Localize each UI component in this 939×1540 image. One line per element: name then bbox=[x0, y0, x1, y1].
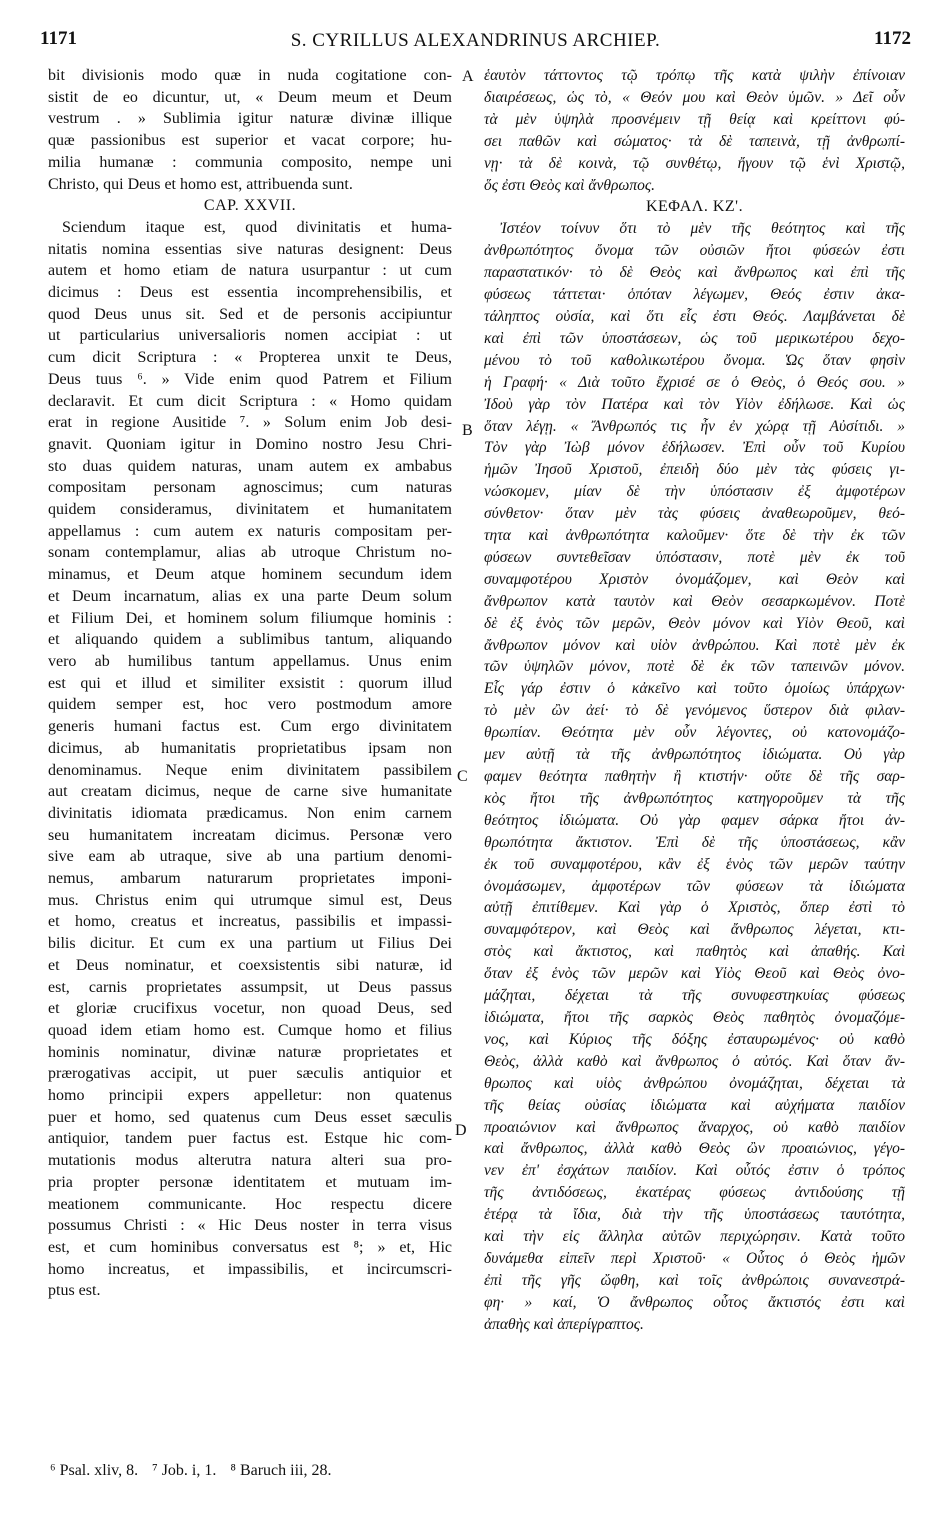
greek-chapter-heading: ΚΕΦΑΛ. ΚΖ'. bbox=[645, 198, 744, 216]
greek-body-line: καὶ τὴν εἰς ἄλληλα αὐτῶν περιχώρησιν. Κατὰ τοῦτο bbox=[484, 1228, 905, 1246]
greek-body-line: καὶ ἄνθρωπος, ἀλλὰ καθὸ Θεὸς ὢν προαιώνιος, γέγο- bbox=[484, 1140, 905, 1158]
greek-body-line: τάληπτος οὐσία, καὶ ὅτι εἷς ἐστι Θεός. Λαμβάνεται δὲ bbox=[484, 307, 905, 325]
greek-column bbox=[484, 65, 905, 1336]
latin-body-line: sive eam ab utraque, sive ab una partium denomi- bbox=[48, 848, 452, 866]
latin-body-line: seu humanitatem increatam dicimus. Personæ vero bbox=[48, 826, 452, 844]
latin-body-line: et aliquando quidem a sublimibus tantum, aliquando bbox=[48, 631, 452, 649]
greek-body-line: μάζηται, δέχεται τὰ τῆς συνυφεστηκυίας φύσεως bbox=[484, 987, 905, 1005]
footnote: ⁸ Baruch iii, 28. bbox=[230, 1462, 332, 1479]
latin-body-line: pria propter personæ identitatem et mutuam im- bbox=[48, 1173, 452, 1191]
greek-intro-line: ἑαυτὸν τάττοντος τῷ τρόπῳ τῆς κατὰ ψιλὴν ἐπίνοιαν bbox=[484, 67, 905, 84]
greek-body-line: καὶ ἐπὶ τῶν ὑποστάσεων, ὡς τοῦ μερικωτέρου δεχο- bbox=[484, 329, 905, 347]
greek-intro-line: διαιρέσεως, ὡς τὸ, « Θεόν μου καὶ Θεὸν ὑμῶν. » Δεῖ οὖν bbox=[484, 88, 905, 106]
latin-body-line: prærogativas accipit, ut puer sæculis antiquior et bbox=[48, 1065, 452, 1083]
margin-letter-c: C bbox=[457, 768, 468, 785]
latin-intro-line: bit divisionis modo quæ in nuda cogitatione con- bbox=[48, 67, 452, 84]
greek-body-line: στὸς καὶ ἄκτιστος, καὶ παθητὸς καὶ ἀπαθής. Καὶ bbox=[484, 943, 905, 961]
greek-body-line: μεν αὐτῇ τὰ τῆς ἀνθρωπότητος ἰδιώματα. Οὐ γὰρ bbox=[484, 746, 905, 764]
latin-body-line: aut creatam dicimus, neque de carne sive humanitate bbox=[48, 783, 452, 801]
greek-body-line: θρωπος καὶ υἱὸς ἀνθρώπου ὀνομάζηται, δέχεται τὰ bbox=[484, 1074, 905, 1092]
greek-body-line: τῶν ὑψηλῶν μόνον, ποτὲ δὲ ἐκ τῶν ταπεινῶν μόνον. bbox=[484, 658, 905, 676]
greek-intro bbox=[484, 65, 905, 196]
latin-intro-line: milia humanæ : communia composito, nempe uni bbox=[48, 153, 452, 171]
greek-body-line: θεότητος ἰδιώματα. Οὐ γὰρ φαμεν σάρκα ἤτοι ἀν- bbox=[484, 811, 905, 829]
greek-body-line: Ἰδοὺ γὰρ τὸν Πατέρα καὶ τὸν Υἱὸν ἐδήλωσε. Καὶ ὡς bbox=[484, 395, 905, 413]
latin-chapter-heading: CAP. XXVII. bbox=[203, 197, 297, 215]
latin-body-line: ut particularius universalioris nomen accipiat : ut bbox=[48, 327, 452, 345]
column-number-left: 1171 bbox=[40, 28, 77, 49]
latin-body-line: quidem semper est, hoc vero postmodum amore bbox=[48, 696, 452, 714]
footnote: ⁶ Psal. xliv, 8. bbox=[50, 1462, 139, 1479]
greek-intro-line: τὰ μὲν ὑψηλὰ προσνέμειν τῇ θείᾳ καὶ κρείττονι φύ- bbox=[484, 110, 905, 128]
footnote: ⁷ Job. i, 1. bbox=[152, 1462, 217, 1479]
latin-column bbox=[48, 65, 452, 1302]
latin-body-line: vero ab humilibus tantum appellamus. Unus enim bbox=[48, 652, 452, 670]
greek-body-line: ἄνθρωπον μόνον καὶ υἱὸν ἀνθρώπου. Καὶ ποτὲ μὲν ἐκ bbox=[484, 636, 905, 654]
latin-body-line: puer et homo, sed quatenus cum Deus esset sæculis bbox=[48, 1108, 452, 1126]
latin-body-line: dicimus, ab humanitatis proprietatibus ipsam non bbox=[48, 739, 452, 757]
greek-body-line: σύνθετον· ὅταν μὲν τὰς φύσεις ἀναθεωροῦμεν, θεό- bbox=[484, 505, 905, 523]
greek-body-line: Εἷς γάρ ἐστιν ὁ κἀκεῖνο καὶ τοῦτο ὁμοίως ὑπάρχων· bbox=[484, 680, 905, 698]
greek-body-line: ὀνομάσωμεν, ἀμφοτέρων τῶν φύσεων τὰ ἰδιώματα bbox=[484, 877, 905, 895]
latin-body-line: quidem consideramus, divinitatem et humanitatem bbox=[48, 501, 452, 519]
greek-body-line: νώσκομεν, μίαν δὲ τὴν ὑπόστασιν ἐξ ἀμφοτέρων bbox=[484, 483, 905, 501]
greek-body-line: τῆς θείας οὐσίας ἰδιώματα καὶ αὐχήματα παιδίον bbox=[484, 1096, 905, 1114]
margin-letter-b: B bbox=[462, 422, 473, 439]
greek-body-line: φύσεως τάττεται· ὁπόταν λέγωμεν, Θεός ἐστιν ἀκα- bbox=[484, 286, 905, 304]
greek-body-line: ὅταν λέγῃ. « Ἄνθρωπός τις ἦν ἐν χώρᾳ τῇ Αὐσίτιδι. » bbox=[484, 417, 905, 435]
greek-body-line: παραστατικόν· τὸ δὲ Θεὸς καὶ ἄνθρωπος καὶ ἐπὶ τῆς bbox=[484, 264, 905, 282]
latin-body-line: generis humani factus est. Cum ergo divinitatem bbox=[48, 718, 452, 736]
latin-body-line: compositam personam agnoscimus; cum naturas bbox=[48, 479, 452, 497]
greek-body-line: ἡ Γραφή· « Διὰ τοῦτο ἔχρισέ σε ὁ Θεὸς, ὁ Θεός σου. » bbox=[484, 373, 905, 391]
latin-intro-line: sistit de eo dicuntur, ut, « Deum meum et Deum bbox=[48, 88, 452, 106]
column-number-right: 1172 bbox=[874, 28, 911, 49]
greek-body-line: δυνάμεθα εἰπεῖν περὶ Χριστοῦ· « Οὗτος ὁ Θεὸς ἡμῶν bbox=[484, 1249, 905, 1267]
latin-body-line: erat in regione Ausitide ⁷. » Solum enim Job desi- bbox=[48, 414, 452, 432]
greek-body-line: ἄνθρωπον κατὰ ταυτὸν καὶ Θεὸν σεσαρκωμένον. Ποτὲ bbox=[484, 592, 905, 610]
latin-body-line: est, carnis proprietates assumpsit, ut Deus passus bbox=[48, 978, 452, 996]
latin-body-line: declaravit. Et cum dicit Scriptura : « Homo quidam bbox=[48, 392, 452, 410]
latin-body-line: hominis nominatur, divinæ naturæ proprietates et bbox=[48, 1043, 452, 1061]
greek-body-line: Ἰστέον τοίνυν ὅτι τὸ μὲν τῆς θεότητος καὶ τῆς bbox=[500, 220, 905, 238]
greek-body-line: τῆς ἀντιδόσεως, ἑκατέρας φύσεως ἀντιδούσης τῇ bbox=[484, 1184, 905, 1202]
greek-body-line: ἡμῶν Ἰησοῦ Χριστοῦ, ἐπειδὴ δύο μὲν τὰς φύσεις γι- bbox=[484, 461, 905, 479]
greek-body-line: συναμφοτέρου Χριστὸν ὀνομάζομεν, καὶ Θεὸν καὶ bbox=[484, 570, 905, 588]
greek-body-line: ὅταν ἐξ ἑνὸς τῶν μερῶν καὶ Υἱὸς Θεοῦ καὶ Θεὸς ὀνο- bbox=[484, 965, 905, 983]
latin-body-line: est, et cum hominibus conversatus est ⁸; » et, Hic bbox=[48, 1238, 452, 1256]
greek-body-line: φαμεν θεότητα παθητὴν ἢ κτιστήν· οὔτε δὲ τῆς σαρ- bbox=[484, 768, 905, 785]
greek-body-line: συναμφότερον, καὶ Θεὸς καὶ ἄνθρωπος λέγεται, κτι- bbox=[484, 921, 905, 939]
greek-body-line: ἐπὶ τῆς γῆς ὤφθη, καὶ τοῖς ἀνθρώποις συνανεστρά- bbox=[484, 1271, 905, 1289]
latin-body-line: et Deum incarnatum, alias ex una parte Deum solum bbox=[48, 587, 452, 605]
latin-body-line: possumus Christi : « Hic Deus noster in terra visus bbox=[48, 1217, 452, 1235]
latin-body-line: homo principii expers appelletur: non quatenus bbox=[48, 1087, 452, 1105]
margin-letter-a: A bbox=[462, 68, 474, 85]
greek-body-line: μένου τὸ τοῦ καθολικωτέρου ὄνομα. Ὡς ὅταν φησὶν bbox=[484, 351, 905, 369]
latin-body-line: et Filium Dei, et hominem solum filiumque hominis : bbox=[48, 609, 452, 627]
greek-body-line: ἐκ τοῦ συναμφοτέρου, κἂν ἐξ ἑνὸς τῶν μερῶν ταύτην bbox=[484, 855, 905, 873]
latin-body-line: bilis dicitur. Et cum ex una partium ut Filius Dei bbox=[48, 935, 452, 953]
latin-intro-line: quæ passionibus est superior et vacat corpore; hu- bbox=[48, 132, 452, 150]
latin-body-line: cum dicit Scriptura : « Propterea unxit te Deus, bbox=[48, 349, 452, 367]
latin-body-line: appellamus : cum autem ex naturis compositam per- bbox=[48, 522, 452, 540]
greek-body-line: Θεὸς, ἀλλὰ καθὸ καὶ ἄνθρωπος ὁ αὐτός. Καὶ ὅταν ἄν- bbox=[484, 1052, 905, 1070]
greek-intro-line: νῃ· τὰ δὲ κοινὰ, τῷ συνθέτῳ, ἤγουν τῷ ἑνὶ Χριστῷ, bbox=[484, 154, 905, 172]
latin-body-line: sonam contemplamur, alias ab utroque Christum no- bbox=[48, 544, 452, 562]
latin-body-line: antiquior, tandem puer factus est. Estque hic com- bbox=[48, 1130, 452, 1148]
latin-body-line: et Deus nominatur, et coexsistentis sibi naturæ, id bbox=[48, 956, 452, 974]
latin-body-line: autem et homo etiam de natura usurpantur : ut cum bbox=[48, 262, 452, 280]
latin-body-line: quoad idem etiam homo est. Cumque homo et filius bbox=[48, 1021, 452, 1039]
greek-body-line: ἀπαθὴς καὶ ἀπερίγραπτος. bbox=[484, 1315, 644, 1333]
greek-body-line: θρωπίαν. Θεότητα μὲν οὖν λέγοντες, οὐ κατονομάζο- bbox=[484, 724, 905, 742]
greek-body-line: φύσεων συντεθεῖσαν ὑπόστασιν, ποτὲ μὲν ἐκ τοῦ bbox=[484, 548, 905, 566]
latin-body bbox=[48, 217, 452, 1302]
greek-body-line: φη· » καί, Ὁ ἄνθρωπος οὗτος ἄκτιστός ἐστι καὶ bbox=[484, 1293, 905, 1311]
margin-letter-d: D bbox=[455, 1122, 467, 1139]
greek-intro-line: σει παθῶν καὶ σώματος· τὰ δὲ ταπεινὰ, τῇ ἀνθρωπί- bbox=[484, 132, 905, 150]
greek-body-line: τητα καὶ ἀνθρωπότητα καλοῦμεν· ὅτε δὲ τὴν ἐκ τῶν bbox=[484, 527, 905, 545]
latin-body-line: est qui et illud et similiter exsistit : quorum illud bbox=[48, 674, 452, 692]
latin-body-line: denominamus. Neque enim divinitatem passibilem bbox=[48, 761, 452, 779]
latin-body-line: nitatis nomina essentias sive naturas designent: Deus bbox=[48, 240, 452, 258]
greek-body-line: δὲ ἐξ ἑνὸς τῶν μερῶν, Θεὸν μόνον καὶ Υἱὸν Θεοῦ, καὶ bbox=[484, 614, 905, 632]
latin-intro bbox=[48, 65, 452, 195]
greek-body-line: θρωπότητα ἄκτιστον. Ἐπὶ δὲ τῆς ὑποστάσεως, κἂν bbox=[484, 833, 905, 851]
greek-body-line: ἰδιώματα, ἤτοι τῆς σαρκὸς Θεὸς παθητὸς ὀνομαζόμε- bbox=[484, 1008, 905, 1026]
latin-body-line: homo increatus, et impassibilis, et incircumscri- bbox=[48, 1260, 452, 1278]
latin-body-line: quod Deus unus sit. Sed et de personis accipiuntur bbox=[48, 305, 452, 323]
latin-body-line: et gloriæ crucifixus vocetur, non quoad Deus, sed bbox=[48, 1000, 452, 1018]
greek-body-line: ἀνθρωπότητος ὄνομα τῶν οὐσιῶν ἤτοι φύσεών ἐστι bbox=[484, 242, 905, 260]
latin-body-line: gnavit. Quoniam igitur in Domino nostro Jesu Chri- bbox=[48, 435, 452, 453]
greek-body bbox=[484, 218, 905, 1335]
latin-body-line: Deus tuus ⁶. » Vide enim quod Patrem et Filium bbox=[48, 370, 452, 388]
latin-intro-line: vestrum . » Sublimia igitur naturæ divinæ illique bbox=[48, 110, 452, 128]
latin-body-line: divinitatis idiomata prædicamus. Non enim carnem bbox=[48, 804, 452, 822]
latin-body-line: minamus, et Deum atque hominem secundum idem bbox=[48, 566, 452, 584]
running-title: S. CYRILLUS ALEXANDRINUS ARCHIEP. bbox=[290, 30, 661, 51]
latin-intro-line: Christo, qui Deus et homo est, attribuenda sunt. bbox=[48, 175, 353, 193]
latin-body-line: meationem communicante. Hoc respectu dicere bbox=[48, 1195, 452, 1213]
greek-body-line: Τὸν γὰρ Ἰὼβ μόνον ἐδήλωσεν. Ἐπὶ οὖν τοῦ Κυρίου bbox=[484, 439, 905, 457]
latin-body-line: Sciendum itaque est, quod divinitatis et huma- bbox=[62, 218, 452, 236]
greek-body-line: νεν ἐπ' ἐσχάτων παιδίον. Καὶ οὗτός ἐστιν ὁ τρόπος bbox=[484, 1162, 905, 1180]
greek-body-line: ἑτέρᾳ τὰ ἴδια, διὰ τὴν τῆς ὑποστάσεως ταυτότητα, bbox=[484, 1206, 905, 1224]
footnotes bbox=[50, 1462, 345, 1480]
greek-body-line: τὸ μὲν ὢν ἀεί· τὸ δὲ γενόμενος ὕστερον διὰ φιλαν- bbox=[484, 702, 905, 720]
greek-intro-line: ὅς ἐστι Θεὸς καὶ ἄνθρωπος. bbox=[484, 176, 656, 194]
latin-body-line: mus. Christus enim qui utrumque simul est, Deus bbox=[48, 891, 452, 909]
greek-body-line: νος, καὶ Κύριος τῆς δόξης ἐσταυρωμένος· οὐ καθὸ bbox=[484, 1030, 905, 1048]
latin-body-line: et homo, creatus et increatus, passibilis et impassi- bbox=[48, 913, 452, 931]
greek-body-line: κὸς ἤτοι τῆς ἀνθρωπότητος κατηγοροῦμεν τὰ τῆς bbox=[484, 789, 905, 807]
latin-body-line: ptus est. bbox=[48, 1282, 101, 1300]
greek-body-line: αὐτῇ ἐπιτίθεμεν. Καὶ γὰρ ὁ Χριστὸς, ὅπερ ἐστὶ τὸ bbox=[484, 899, 905, 917]
latin-body-line: sto duas quidem naturas, unam autem ex ambabus bbox=[48, 457, 452, 475]
latin-body-line: nemus, ambarum naturarum proprietates imponi- bbox=[48, 870, 452, 888]
latin-body-line: dicimus : Deus est essentia incomprehensibilis, et bbox=[48, 284, 452, 302]
greek-body-line: προαιώνιον καὶ ἄνθρωπος ἄναρχος, οὐ καθὸ παιδίον bbox=[484, 1118, 905, 1136]
latin-body-line: mutationis modus alterutra natura alteri sua pro- bbox=[48, 1152, 452, 1170]
page-header bbox=[40, 28, 911, 58]
